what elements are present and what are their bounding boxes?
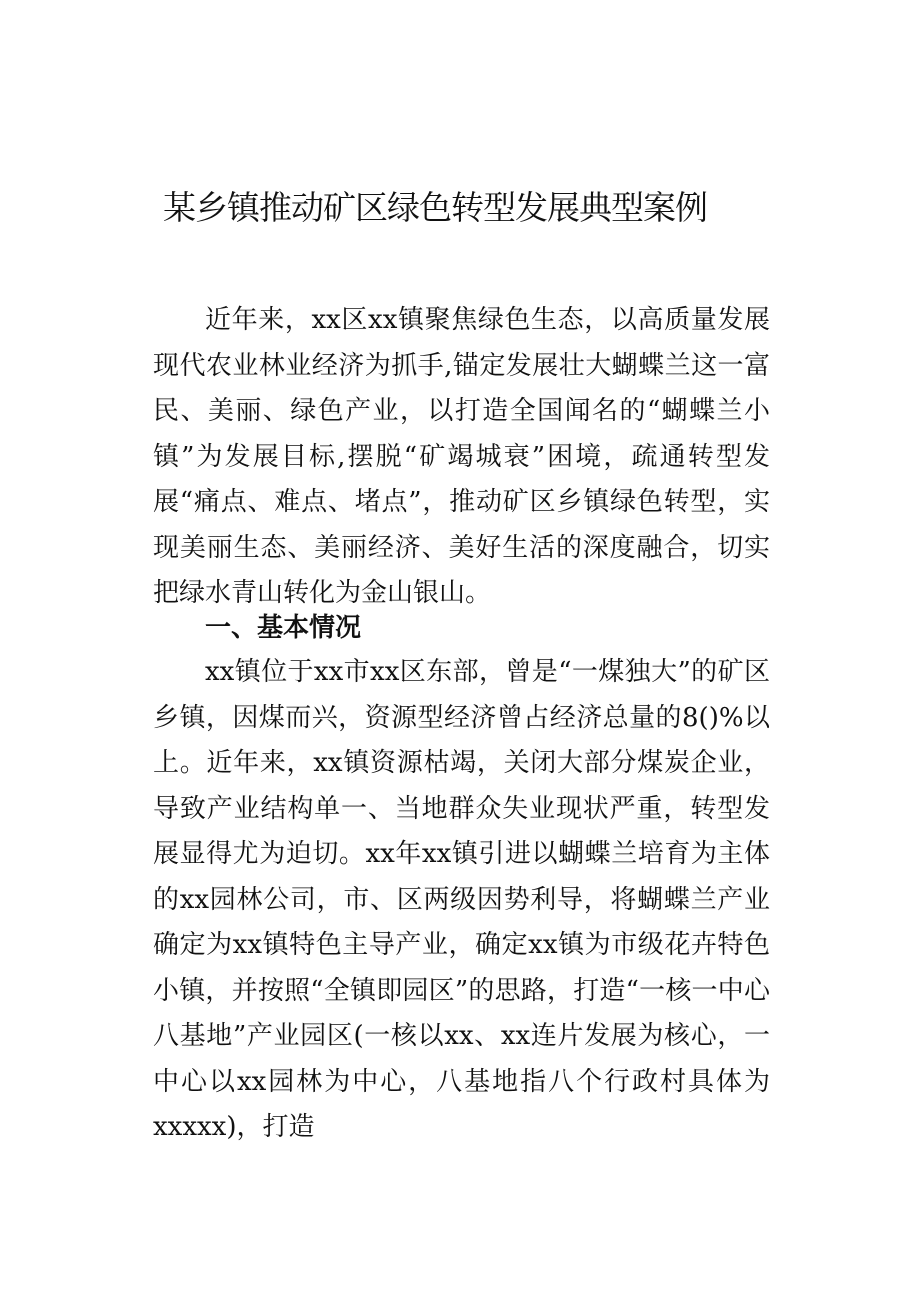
document-title: 某乡镇推动矿区绿色转型发展典型案例 [163,188,707,227]
section-paragraph: xx镇位于xx市xx区东部，曾是“一煤独大”的矿区乡镇，因煤而兴，资源型经济曾占经济总量的8()%以上。近年来，xx镇资源枯竭，关闭大部分煤炭企业，导致产业结构单一、当地群众失业现状严重，转型发展显得尤为迫切。xx年xx镇引进以蝴蝶兰培育为主体的xx园林公司，市、区两级因势利导，将蝴蝶兰产业确定为xx镇特色主导产业，确定xx镇为市级花卉特色小镇，并按照“全镇即园区”的思路，打造“一核一中心八基地”产业园区(一核以xx、xx连片发展为核心，一中心以xx园林为中心，八基地指八个行政村具体为xxxxx)，打造 [153,657,770,1142]
intro-paragraph: 近年来，xx区xx镇聚焦绿色生态，以高质量发展现代农业林业经济为抓手,锚定发展壮大蝴蝶兰这一富民、美丽、绿色产业，以打造全国闻名的“蝴蝶兰小镇”为发展目标,摆脱“矿竭城衰”困境，疏通转型发展“痛点、难点、堵点”，推动矿区乡镇绿色转型，实现美丽生态、美丽经济、美好生活的深度融合，切实把绿水青山转化为金山银山。 [153,305,770,608]
section-heading: 一、基本情况 [205,613,362,643]
